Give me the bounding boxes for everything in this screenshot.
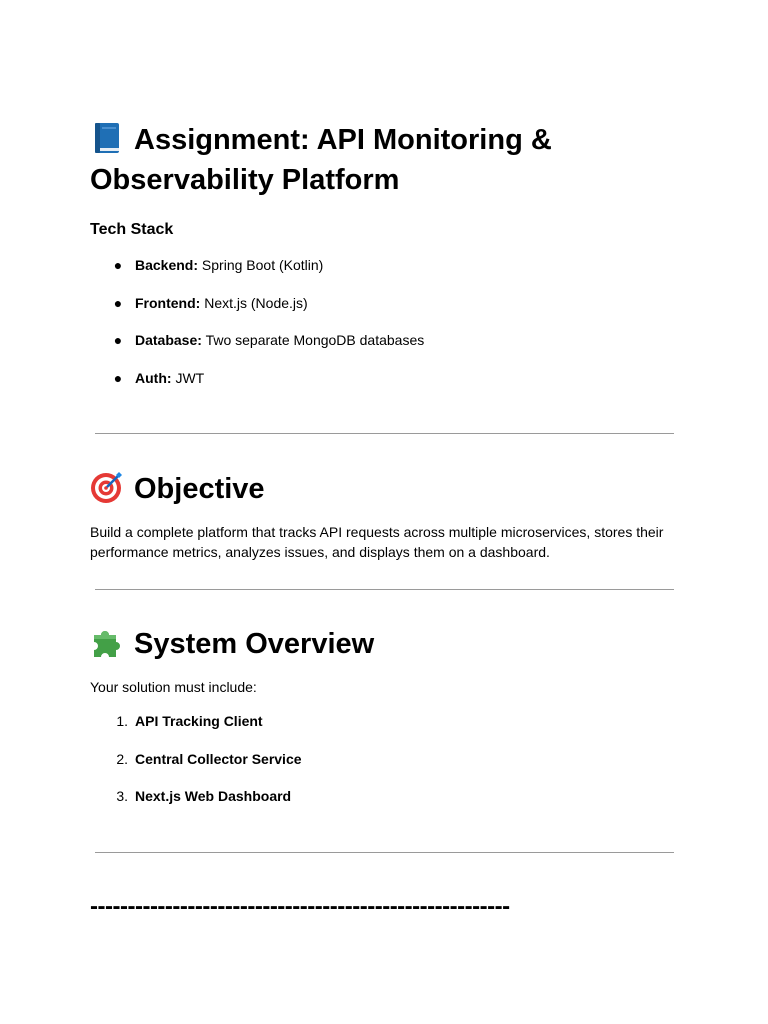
bullet-icon: ● [113, 332, 123, 349]
horizontal-rule [95, 433, 674, 434]
system-overview-heading [90, 624, 374, 664]
bullet-icon: ● [113, 294, 123, 311]
system-overview-title: System Overview [134, 628, 375, 660]
list-item-number: 2. [116, 750, 128, 767]
list-item-label: Next.js Web Dashboard [135, 788, 292, 805]
objective-heading [90, 469, 265, 509]
objective-paragraph [90, 523, 680, 562]
horizontal-rule [95, 589, 674, 590]
dashed-divider-text: -------------------------------------------------------- [90, 893, 510, 920]
list-item-value: Spring Boot (Kotlin) [201, 257, 324, 273]
list-item-value: Next.js (Node.js) [204, 294, 308, 311]
blue-book-icon [90, 121, 124, 155]
system-overview-intro: Your solution must include: [90, 679, 257, 695]
objective-title: Objective [134, 473, 265, 505]
page-title-continued [90, 160, 399, 200]
title-line-1: Assignment: API Monitoring & [134, 124, 552, 156]
page-title [90, 120, 552, 160]
objective-text-line-1: Build a complete platform that tracks API requests across multiple microservices, stores their [90, 524, 664, 540]
list-item-value: Two separate MongoDB databases [205, 332, 425, 349]
bullet-icon: ● [113, 257, 123, 273]
bullet-icon: ● [113, 369, 123, 386]
title-line-2: Observability Platform [90, 164, 400, 196]
objective-text-line-2: performance metrics, analyzes issues, and displays them on a dashboard. [90, 543, 550, 560]
list-item-number: 1. [116, 713, 128, 729]
target-icon [90, 470, 124, 504]
list-item-label: Backend: [135, 257, 199, 273]
list-item-label: API Tracking Client [135, 713, 263, 729]
horizontal-rule [95, 852, 674, 853]
puzzle-piece-icon [90, 625, 124, 659]
list-item-label: Database: [135, 332, 202, 349]
list-item-label: Auth: [135, 369, 172, 386]
list-item-value: JWT [175, 369, 205, 386]
list-item-label: Central Collector Service [135, 750, 302, 767]
tech-stack-heading: Tech Stack [90, 221, 174, 238]
list-item-label: Frontend: [135, 294, 201, 311]
list-item-number: 3. [116, 788, 128, 805]
